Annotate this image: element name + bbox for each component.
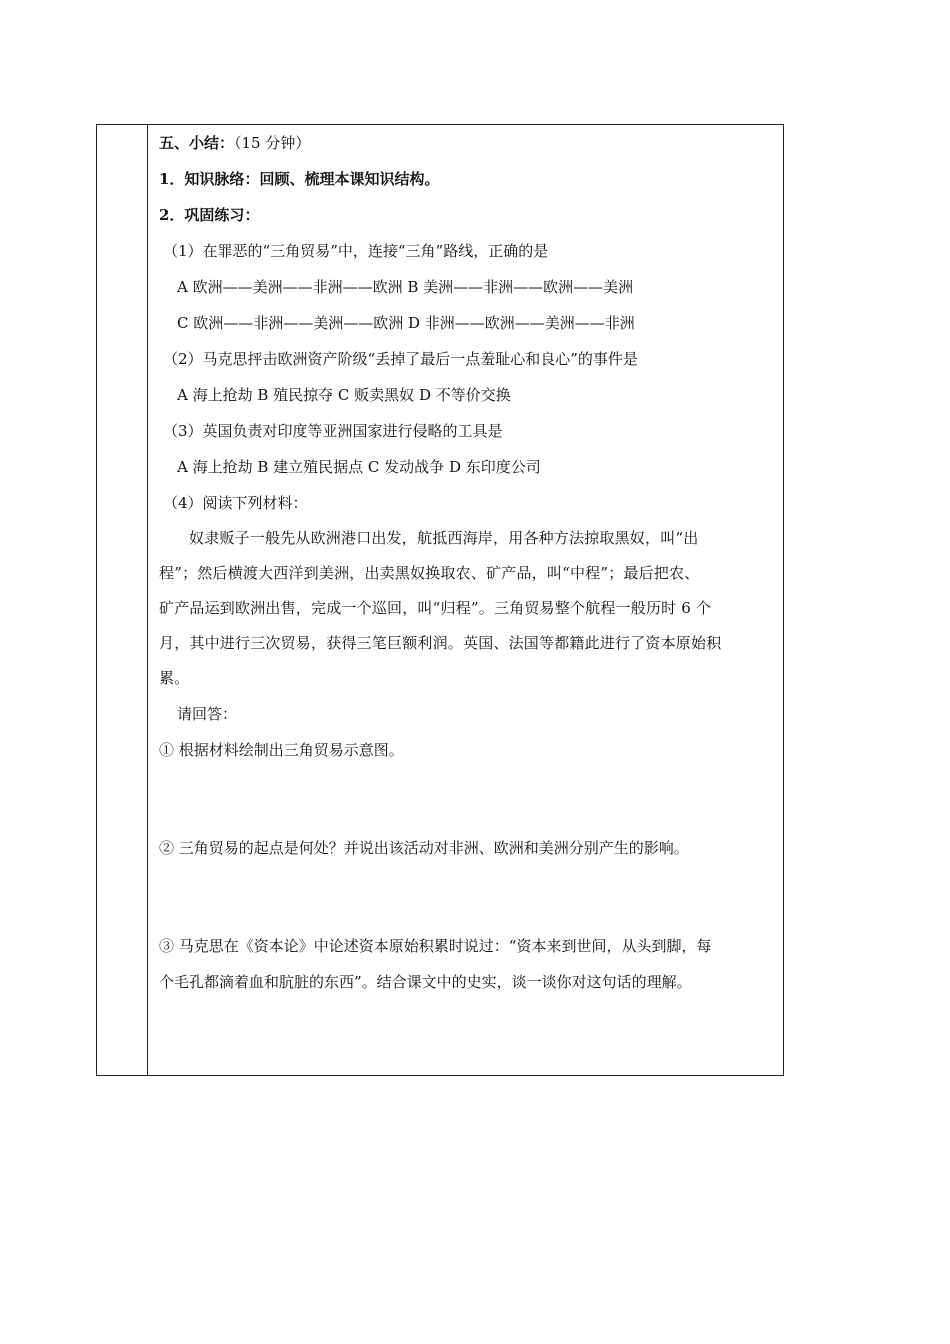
reading-material: [159, 521, 781, 696]
practice-item: 2．巩固练习：: [159, 206, 260, 224]
material-line: 矿产品运到欧洲出售，完成一个巡回，叫“归程”。三角贸易整个航程一般历时 6 个: [159, 599, 712, 617]
column-divider: [147, 125, 148, 1075]
question-4-prompt: （4）阅读下列材料：: [163, 494, 308, 512]
worksheet-table: [96, 124, 784, 1076]
question-2-options: A 海上抢劫 B 殖民掠夺 C 贩卖黑奴 D 不等价交换: [177, 386, 511, 404]
material-line: 奴隶贩子一般先从欧洲港口出发，航抵西海岸，用各种方法掠取黑奴，叫“出: [189, 529, 699, 547]
question-1-options-ab: A 欧洲——美洲——非洲——欧洲 B 美洲——非洲——欧洲——美洲: [177, 278, 634, 296]
question-3-prompt: （3）英国负责对印度等亚洲国家进行侵略的工具是: [163, 422, 503, 440]
answer-space-2: [159, 866, 781, 928]
sub-question-2: ② 三角贸易的起点是何处？并说出该活动对非洲、欧洲和美洲分别产生的影响。: [159, 839, 689, 857]
question-1-prompt: （1）在罪恶的“三角贸易”中，连接“三角”路线，正确的是: [163, 242, 549, 260]
question-3-options: A 海上抢劫 B 建立殖民据点 C 发动战争 D 东印度公司: [177, 458, 541, 476]
sub-question-3-line2: 个毛孔都滴着血和肮脏的东西”。结合课文中的史实，谈一谈你对这句话的理解。: [159, 973, 692, 991]
question-1-options-cd: C 欧洲——非洲——美洲——欧洲 D 非洲——欧洲——美洲——非洲: [177, 314, 635, 332]
answer-prompt: 请回答：: [177, 705, 238, 723]
sub-question-3-line1: ③ 马克思在《资本论》中论述资本原始积累时说过：“资本来到世间，从头到脚，每: [159, 937, 712, 955]
section-heading-line: [159, 125, 781, 161]
material-line: 月，其中进行三次贸易，获得三笔巨额利润。英国、法国等都籍此进行了资本原始积: [159, 634, 722, 652]
sub-question-1: ① 根据材料绘制出三角贸易示意图。: [159, 741, 404, 759]
section-heading: 五、小结：: [159, 134, 235, 152]
answer-space-1: [159, 768, 781, 830]
question-2-prompt: （2）马克思抨击欧洲资产阶级“丢掉了最后一点羞耻心和良心”的事件是: [163, 350, 638, 368]
knowledge-structure-item: 1．知识脉络：回顾、梳理本课知识结构。: [159, 170, 440, 188]
material-line: 累。: [159, 669, 190, 687]
summary-section: [159, 125, 781, 1000]
material-line: 程”；然后横渡大西洋到美洲，出卖黑奴换取农、矿产品，叫“中程”；最后把农、: [159, 564, 700, 582]
section-duration: （15 分钟）: [234, 134, 311, 152]
